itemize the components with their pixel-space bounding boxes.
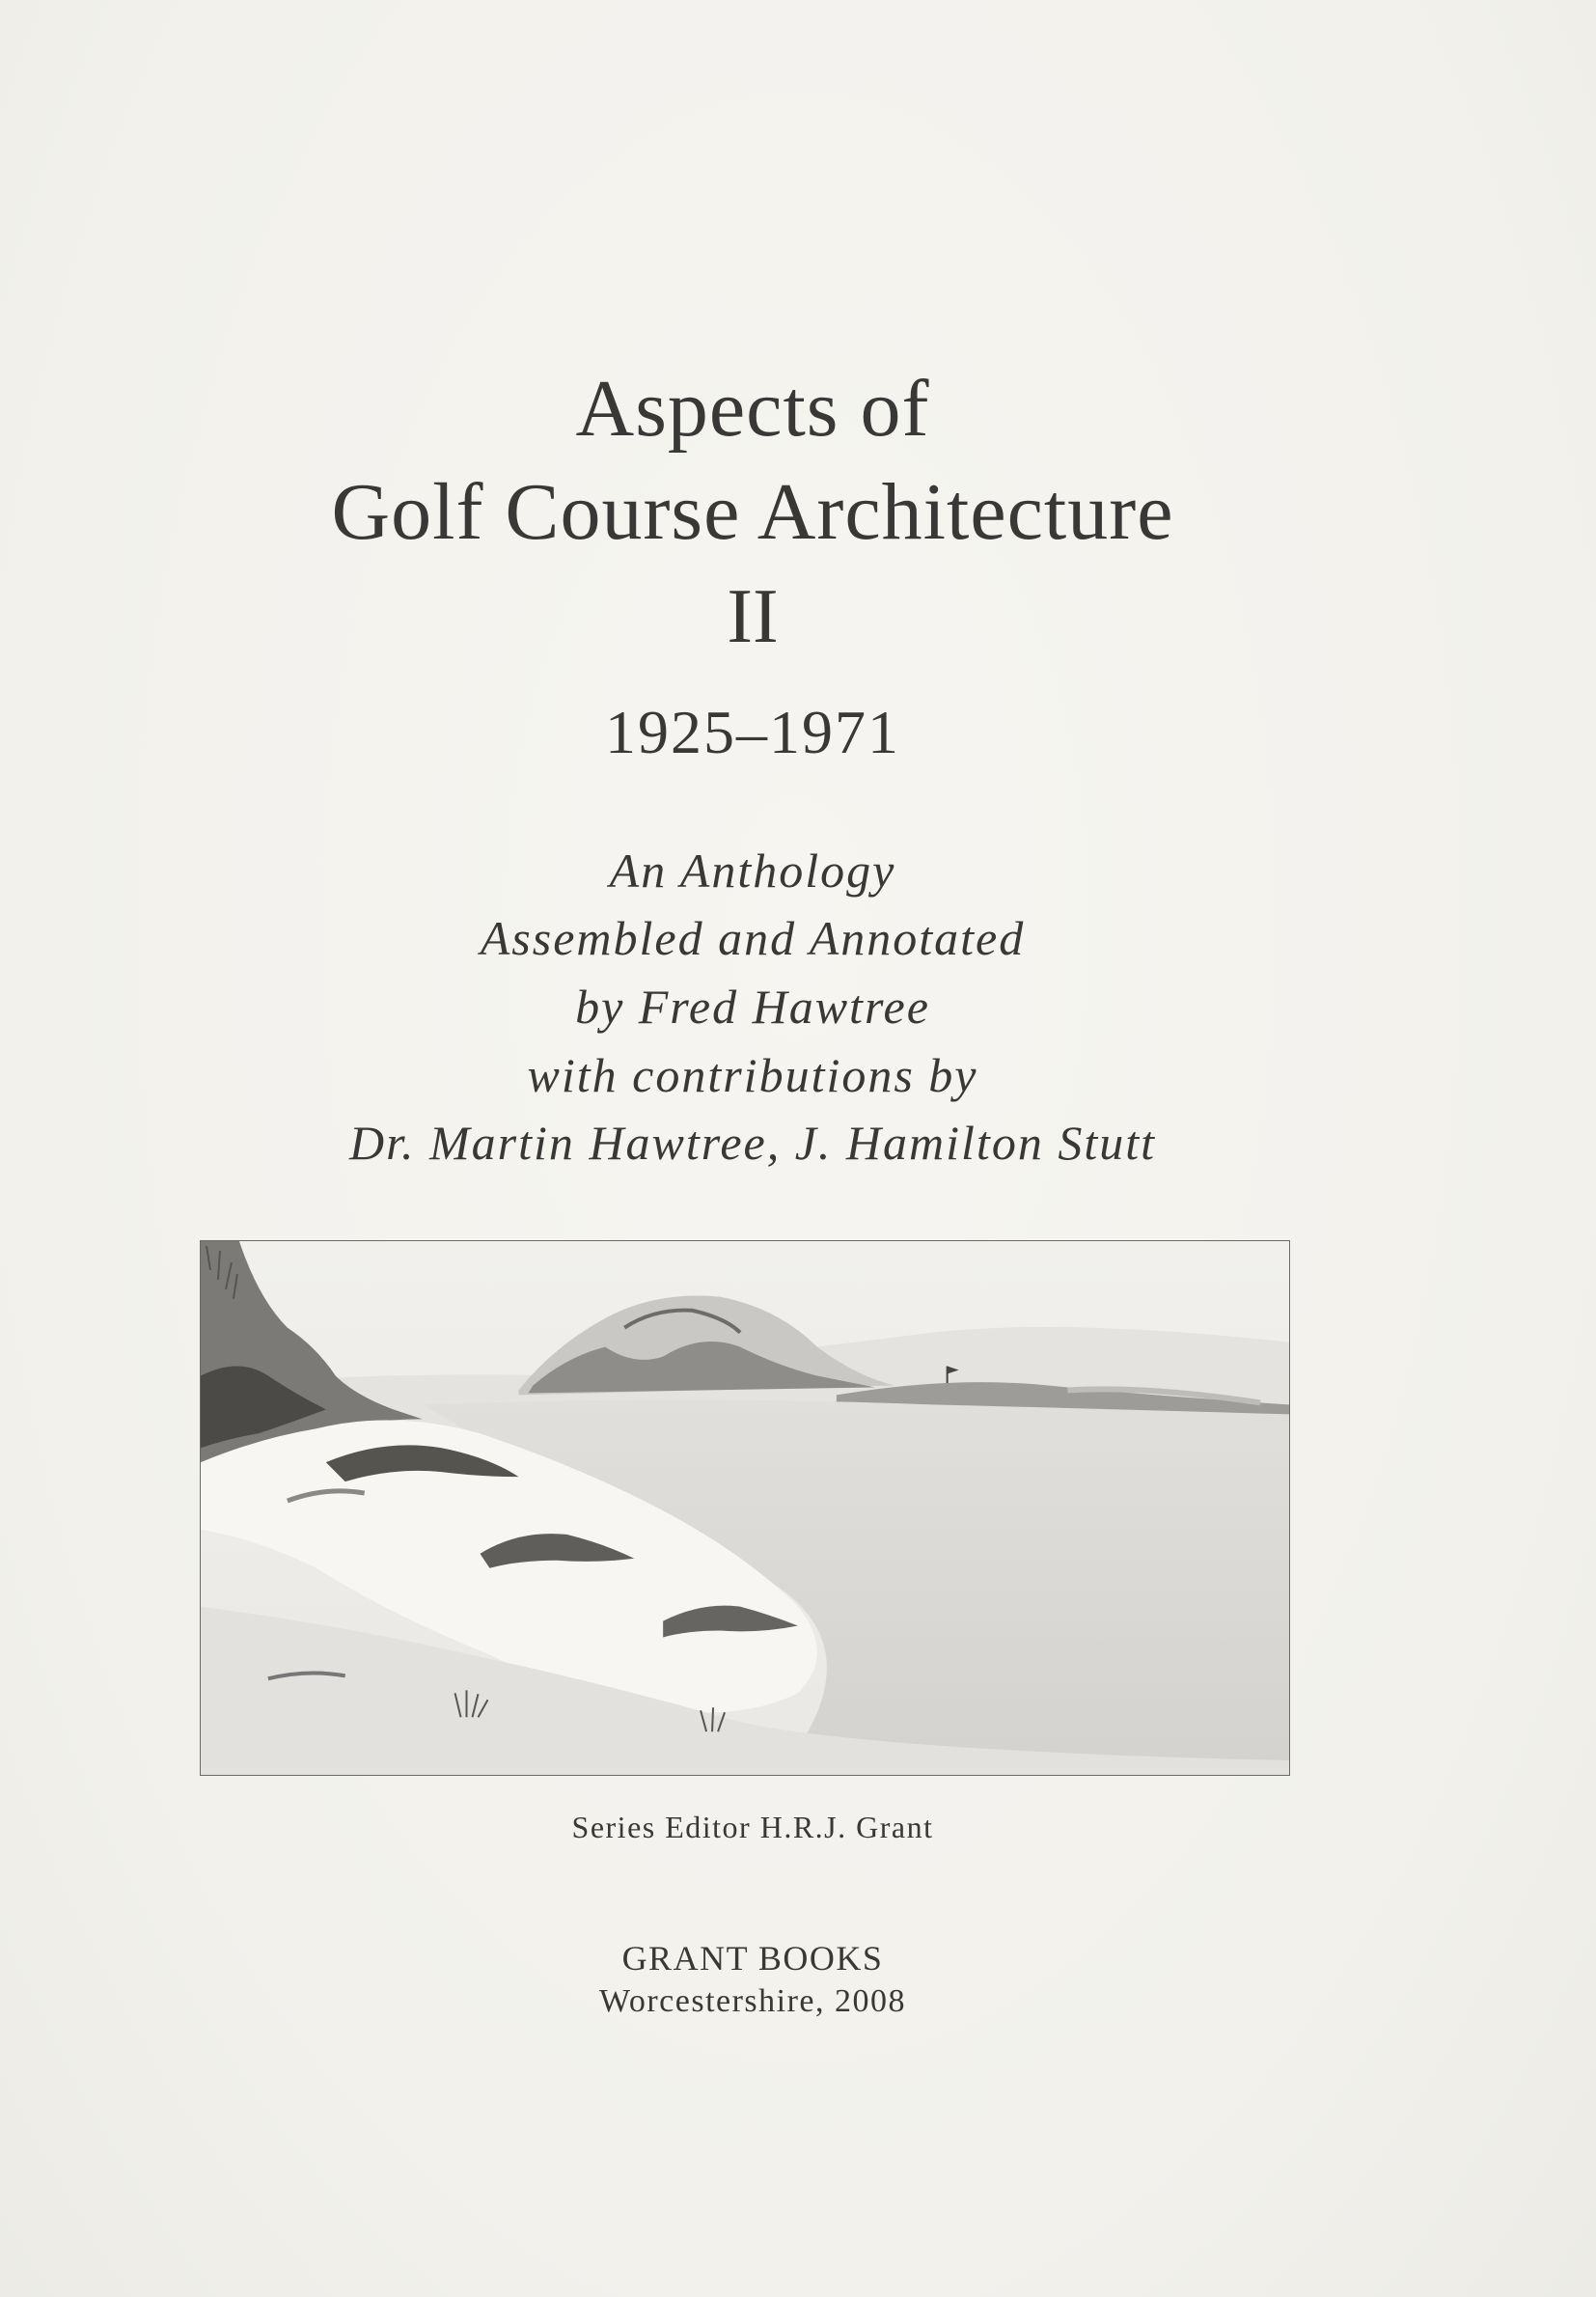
subtitle-anthology: An Anthology (609, 844, 896, 898)
series-editor: Series Editor H.R.J. Grant (571, 1810, 934, 1844)
subtitle-contributors: Dr. Martin Hawtree, J. Hamilton Stutt (348, 1116, 1156, 1170)
subtitle-contributions: with contributions by (527, 1048, 978, 1102)
publication-place-year: Worcestershire, 2008 (598, 1983, 907, 2019)
subtitle-assembled: Assembled and Annotated (480, 911, 1026, 965)
year-range: 1925–1971 (605, 698, 900, 766)
dunes-sketch-image (201, 1241, 1289, 1775)
publisher-name: GRANT BOOKS (621, 1939, 884, 1978)
title-line-1: Aspects of (575, 364, 930, 454)
title-line-2: Golf Course Architecture (331, 467, 1174, 557)
volume-number: II (727, 574, 779, 659)
subtitle-author: by Fred Hawtree (575, 980, 930, 1034)
golf-landscape-illustration (200, 1240, 1290, 1776)
